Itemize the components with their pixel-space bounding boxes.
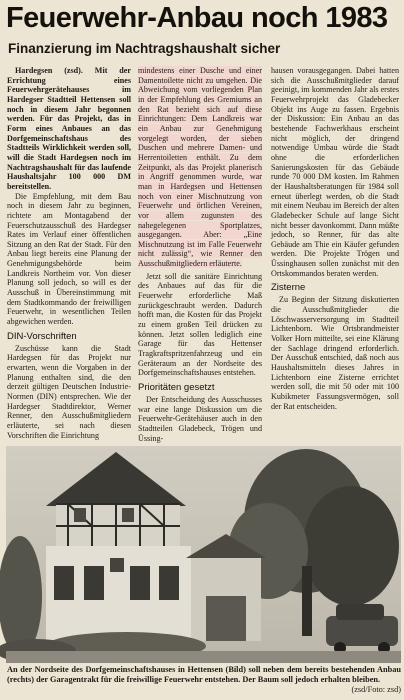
paragraph: Zuschüsse kann die Stadt Hardegsen für das Projekt nur erwarten, wenn die Vorgaben in der Planung enthalten sind, die den derzeit gültigen Deutschen Industrie-Normen (DIN) entsprechen. Wie der Hardegser Stadtdirektor, Werner Renner, den Ausschußmitgliedern erläuterte, sei nach diesen Vorschriften die Einrichtung [7, 343, 131, 440]
paragraph: Der Entscheidung des Ausschusses war eine lange Diskussion um die Feuerwehr-Gerätehäuser auch in den Stadtteilen Gladebeck, Trögen und Üssing- [138, 395, 262, 443]
section-heading: DIN-Vorschriften [7, 330, 77, 342]
article-column-2 [138, 66, 262, 443]
village-hall-photo [6, 446, 401, 663]
section-heading: Zisterne [271, 282, 306, 294]
highlighted-text: mindestens einer Dusche und einer Damentoilette nicht zu umgehen. Die Abweichung vom vorliegenden Plan in der Empfehlung des Gremiums an den Rat bezieht sich auf diese Einrichtungen: Dem Landkreis war ein Anbau zur Genehmigung vorgelegt worden, der sieben Duschen und mehrere Damen- und Herrentoiletten enthält. Zu dem Zeitpunkt, als das Projekt planerisch in Angriff genommen wurde, war man in Hardegsen und Hettensen noch von einer Mischnutzung von Feuerwehr und örtlichen Vereinen, vor allem zugunsten des nahegelegenen Sportplatzes, ausgegangen. Aber: „Eine Mischnutzung ist im Falle Feuerwehr nicht zulässig“, wie Renner den Ausschußmitgliedern erläuterte. [138, 66, 262, 269]
article-column-1 [7, 66, 131, 440]
section-heading: Prioritäten gesetzt [138, 382, 215, 393]
headline: Feuerwehr-Anbau noch 1983 [6, 2, 388, 34]
photo-credit: (zsd/Foto: zsd) [351, 685, 401, 695]
photo-caption [7, 665, 401, 696]
photo-illustration [6, 446, 401, 663]
lead-paragraph: Hardegsen (zsd). Mit der Errichtung eines Feuerwehrgerätehauses im Hardegser Stadtteil Hettensen soll noch in diesem Jahr begonnen werden. Für das Projekt, das in Form eines Anbaues an das Dorfgemeinschaftshaus des Stadtteils Wirklichkeit werden soll, will die Stadt Hardegsen noch im Nachtragshaushalt für das laufende Haushaltsjahr 100 000 DM bereitstellen. [7, 66, 131, 191]
paragraph: Jetzt soll die sanitäre Einrichtung des Anbaues auf das für die Feuerwehr erforderliche Maß zurückgeschraubt werden. Dadurch hofft man, die Kosten für das Projekt zu einem großen Teil drücken zu können. Jetzt sollen lediglich eine Garage für das Hettenser Tragkraftspritzenfahrzeug und ein Geräteraum an der Nordseite des Dorfgemeinschaftshauses entstehen. [138, 271, 262, 378]
caption-text: An der Nordseite des Dorfgemeinschaftshauses in Hettensen (Bild) soll neben dem bereits bestehenden Anbau (rechts) der Garagentrakt für die freiwillige Feuerwehr entstehen. Der Baum soll jedoch erhalten bleiben. [7, 665, 401, 685]
article-column-3 [271, 66, 399, 411]
paragraph: hausen vorausgegangen. Dabei hatten sich die Ausschußmitglieder darauf geeinigt, im kommenden Jahr als erstes Feuerwehrprojekt das Gladebecker Objekt ins Auge zu fassen. Ergebnis der Diskussion: Ein Anbau an das bestehende Fachwerkhaus erscheint nicht möglich, der dringend notwendige Umbau würde die Stadt ohne die erforderlichen Sanierungskosten für das Gebäude runde 70 000 DM kosten. Im Rahmen der Haushaltsberatungen für 1984 soll erneut überlegt werden, ob die Stadt mit einem Neubau im Bereich der alten Gladebecker Schule auf lange Sicht nicht besser davonkommt. Dann müßte jedoch, so Renner, für das alte Gebäude am Thie ein Käufer gefunden werden. Die Projekte Trögen und Üssinghausen sollen zunächst mit den Ortskommandos beraten werden. [271, 66, 399, 278]
paragraph: Die Empfehlung, mit dem Bau noch in diesem Jahr zu beginnen, richtete am Montagabend der Feuerschutzausschuß des Hardegser Rates im Verlauf einer öffentlichen Sitzung an den Rat der Stadt. Für den Anbau liegt bereits eine Planung der Genehmigungsbehörde beim Landkreis Northeim vor. Von dieser Planung soll jedoch, so will es der Ausschuß in Übereinstimmung mit dem Stadtkommando der freiwilligen Feuerwehr, in wesentlichen Teilen abgewichen werden. [7, 191, 131, 327]
subheadline: Finanzierung im Nachtragshaushalt sicher [8, 41, 281, 56]
paragraph: Zu Beginn der Sitzung diskutierten die Ausschußmitglieder die Löschwasserversorgung im Stadtteil Lichtenborn. Wie Ortsbrandmeister Volker Horn mitteilte, sei eine Klärung der Sachlage dringend erforderlich. Der Ausschuß entschied, daß noch aus Haushaltsmitteln dieses Jahres in Lichtenborn eine Zisterne errichtet werden soll, die mit 50 oder mit 100 Kubikmeter Fassungsvermögen, soll der Rat entscheiden. [271, 295, 399, 411]
paragraph [138, 66, 262, 269]
